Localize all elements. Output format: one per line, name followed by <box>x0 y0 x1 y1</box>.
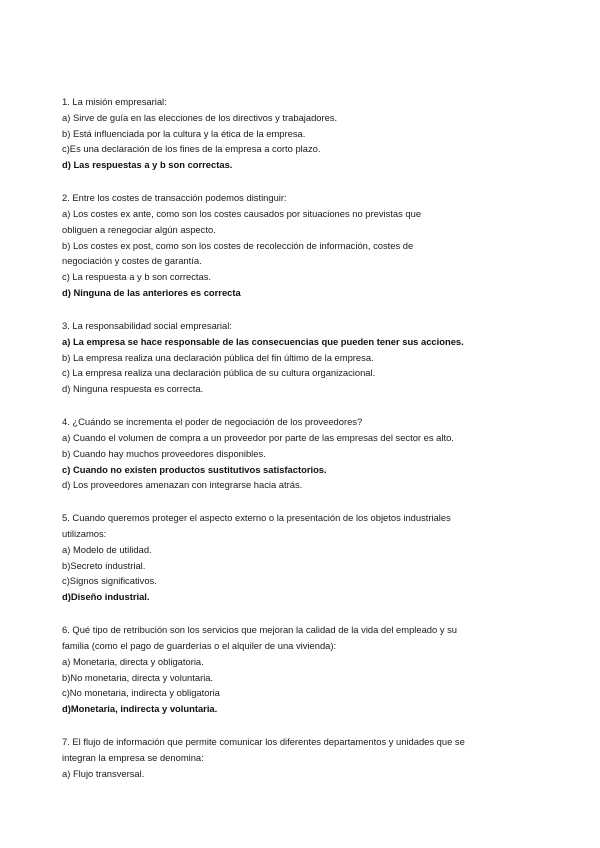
answer-option: d) Los proveedores amenazan con integrarse hacia atrás. <box>62 479 303 491</box>
question-stem: 4. ¿Cuándo se incrementa el poder de negociación de los proveedores? <box>62 416 363 428</box>
answer-option-correct: d)Monetaria, indirecta y voluntaria. <box>62 703 218 715</box>
answer-option: b) Los costes ex post, como son los costes de recolección de información, costes de <box>62 239 414 251</box>
answer-option: a) Sirve de guía en las elecciones de los directivos y trabajadores. <box>62 111 338 123</box>
answer-option: b) Está influenciada por la cultura y la ética de la empresa. <box>62 127 306 139</box>
answer-option: b)Secreto industrial. <box>62 559 146 571</box>
answer-option: c)Es una declaración de los fines de la empresa a corto plazo. <box>62 143 321 155</box>
answer-option: a) Cuando el volumen de compra a un proveedor por parte de las empresas del sector es alto. <box>62 431 454 443</box>
answer-option: c)No monetaria, indirecta y obligatoria <box>62 687 220 699</box>
answer-option: a) Modelo de utilidad. <box>62 543 152 555</box>
answer-option: a) Flujo transversal. <box>62 767 145 779</box>
question-stem: 7. El flujo de información que permite comunicar los diferentes departamentos y unidades que se <box>62 736 465 748</box>
answer-option-correct: c) Cuando no existen productos sustitutivos satisfactorios. <box>62 463 327 475</box>
answer-option: c)Signos significativos. <box>62 575 157 587</box>
question-stem: integran la empresa se denomina: <box>62 752 204 764</box>
question-4 <box>62 414 542 493</box>
question-stem: 5. Cuando queremos proteger el aspecto externo o la presentación de los objetos industriales <box>62 512 451 524</box>
answer-option: b) Cuando hay muchos proveedores disponibles. <box>62 447 266 459</box>
answer-option-correct: d) Las respuestas a y b son correctas. <box>62 159 233 171</box>
answer-option: c) La respuesta a y b son correctas. <box>62 271 212 283</box>
answer-option: a) Los costes ex ante, como son los costes causados por situaciones no previstas que <box>62 207 422 219</box>
question-stem: 3. La responsabilidad social empresarial: <box>62 319 232 331</box>
answer-option-correct: a) La empresa se hace responsable de las consecuencias que pueden tener sus acciones. <box>62 335 464 347</box>
answer-option: d) Ninguna respuesta es correcta. <box>62 383 204 395</box>
answer-option-correct: d) Ninguna de las anteriores es correcta <box>62 286 241 298</box>
question-stem: utilizamos: <box>62 528 107 540</box>
answer-option: negociación y costes de garantía. <box>62 255 202 267</box>
answer-option: a) Monetaria, directa y obligatoria. <box>62 655 204 667</box>
question-7 <box>62 734 542 781</box>
question-2 <box>62 190 542 301</box>
question-3 <box>62 318 542 397</box>
answer-option: c) La empresa realiza una declaración pública de su cultura organizacional. <box>62 367 376 379</box>
question-5 <box>62 510 542 605</box>
question-stem: familia (como el pago de guarderías o el alquiler de una vivienda): <box>62 640 337 652</box>
question-stem: 6. Qué tipo de retribución son los servicios que mejoran la calidad de la vida del empleado y su <box>62 624 458 636</box>
question-6 <box>62 622 542 717</box>
document-page <box>62 94 542 799</box>
answer-option: b)No monetaria, directa y voluntaria. <box>62 671 214 683</box>
answer-option: b) La empresa realiza una declaración pública del fin último de la empresa. <box>62 351 374 363</box>
question-stem: 2. Entre los costes de transacción podemos distinguir: <box>62 192 287 204</box>
answer-option-correct: d)Diseño industrial. <box>62 591 150 603</box>
answer-option: obliguen a renegociar algún aspecto. <box>62 223 216 235</box>
question-stem: 1. La misión empresarial: <box>62 96 167 107</box>
question-1 <box>62 94 542 173</box>
